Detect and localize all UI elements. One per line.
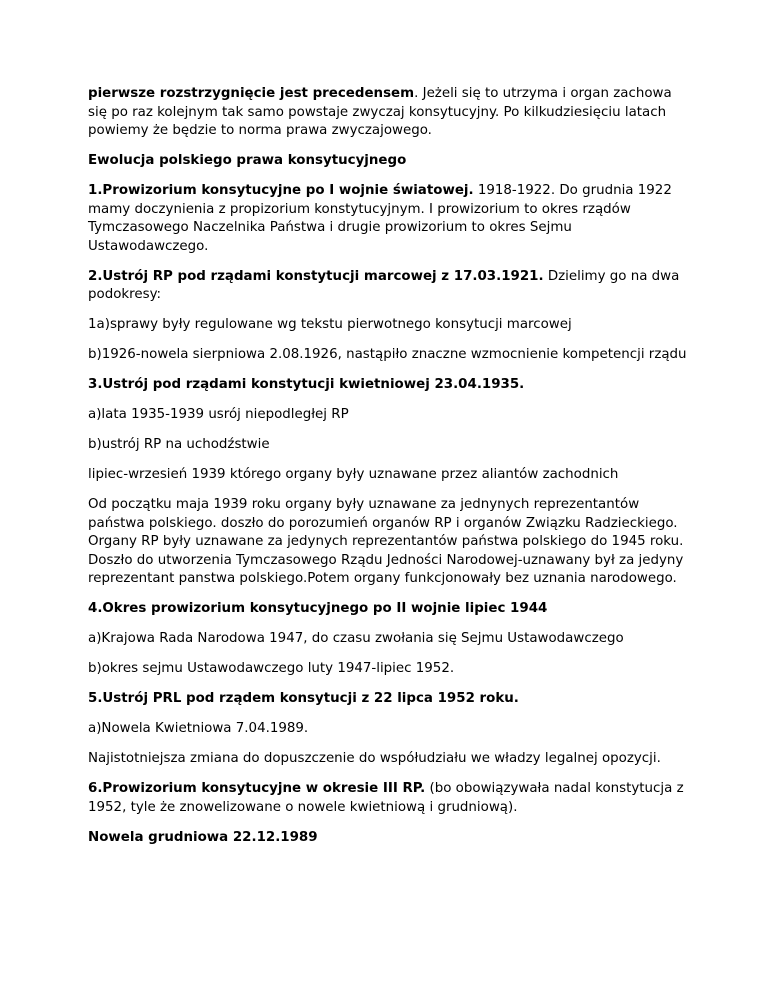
paragraph-precedent <box>88 85 688 141</box>
paragraph-text: Najistotniejsza zmiana do dopuszczenie do współudziału we władzy legalnej opozycji. <box>88 751 661 766</box>
list-item <box>88 346 688 365</box>
section-6 <box>88 780 688 817</box>
list-item <box>88 720 688 739</box>
paragraph-text: lipiec-wrzesień 1939 którego organy były uznawane przez aliantów zachodnich <box>88 467 619 482</box>
paragraph-text: (bo obowiązywała nadal konstytucja z 1952, tyle że znowelizowane o nowele kwietniową i grudniową). <box>88 781 684 815</box>
paragraph-bold: 2.Ustrój RP pod rządami konstytucji marcowej z 17.03.1921. <box>88 268 544 284</box>
section-heading <box>88 152 688 171</box>
section-2 <box>88 268 688 305</box>
paragraph-text: a)Krajowa Rada Narodowa 1947, do czasu zwołania się Sejmu Ustawodawczego <box>88 631 624 646</box>
list-item <box>88 406 688 425</box>
paragraph-text: 1918-1922. Do grudnia 1922 mamy doczynienia z propizorium konstytucyjnym. I prowizorium to okres rządów Tymczasowego Naczelnika Państwa i drugie prowizorium to okres Sejmu Ustawodawczego. <box>88 183 672 254</box>
paragraph-text: Od początku maja 1939 roku organy były uznawane za jednynych reprezentantów państwa polskiego. doszło do porozumień organów RP i organów Związku Radzieckiego. Organy RP były uznawane za jedynych reprezentantów państwa polskiego do 1945 roku. Doszło do utworzenia Tymczasowego Rządu Jedności Narodowej-uznawany był za jedyny reprezentant panstwa polskiego.Potem organy funkcjonowały bez uznania narodowego. <box>88 497 684 586</box>
paragraph-bold: 5.Ustrój PRL pod rządem konsytucji z 22 lipca 1952 roku. <box>88 691 519 706</box>
paragraph-text: b)ustrój RP na uchodźstwie <box>88 437 270 452</box>
paragraph-text: a)Nowela Kwietniowa 7.04.1989. <box>88 721 309 736</box>
section-1 <box>88 182 688 256</box>
paragraph-bold: pierwsze rozstrzygnięcie jest precedensem <box>88 86 415 101</box>
paragraph-text: b)1926-nowela sierpniowa 2.08.1926, nastąpiło znaczne wzmocnienie kompetencji rządu <box>88 347 687 362</box>
section-heading <box>88 829 688 848</box>
paragraph-bold: 4.Okres prowizorium konsytucyjnego po II wojnie lipiec 1944 <box>88 601 548 616</box>
list-item <box>88 630 688 649</box>
list-item <box>88 660 688 679</box>
paragraph-bold: Nowela grudniowa 22.12.1989 <box>88 829 318 845</box>
section-5 <box>88 690 688 709</box>
list-item <box>88 466 688 485</box>
list-item <box>88 750 688 769</box>
paragraph-text: Dzielimy go na dwa podokresy: <box>88 268 680 302</box>
paragraph-text: a)lata 1935-1939 usrój niepodległej RP <box>88 407 349 422</box>
paragraph-exile <box>88 496 688 589</box>
section-4 <box>88 600 688 619</box>
list-item <box>88 316 688 335</box>
paragraph-bold: 3.Ustrój pod rządami konstytucji kwietniowej 23.04.1935. <box>88 377 525 392</box>
list-item <box>88 436 688 455</box>
paragraph-text: 1a)sprawy były regulowane wg tekstu pierwotnego konsytucji marcowej <box>88 317 572 332</box>
paragraph-bold: 6.Prowizorium konsytucyjne w okresie III RP. <box>88 781 426 796</box>
paragraph-text: b)okres sejmu Ustawodawczego luty 1947-lipiec 1952. <box>88 661 455 676</box>
section-3 <box>88 376 688 395</box>
paragraph-bold: Ewolucja polskiego prawa konsytucyjnego <box>88 153 407 168</box>
paragraph-bold: 1.Prowizorium konsytucyjne po I wojnie światowej. <box>88 183 474 198</box>
document-page <box>88 85 688 859</box>
paragraph-text: . Jeżeli się to utrzyma i organ zachowa się po raz kolejnym tak samo powstaje zwyczaj konsytucyjny. Po kilkudziesięciu latach powiemy że będzie to norma prawa zwyczajowego. <box>88 86 672 138</box>
